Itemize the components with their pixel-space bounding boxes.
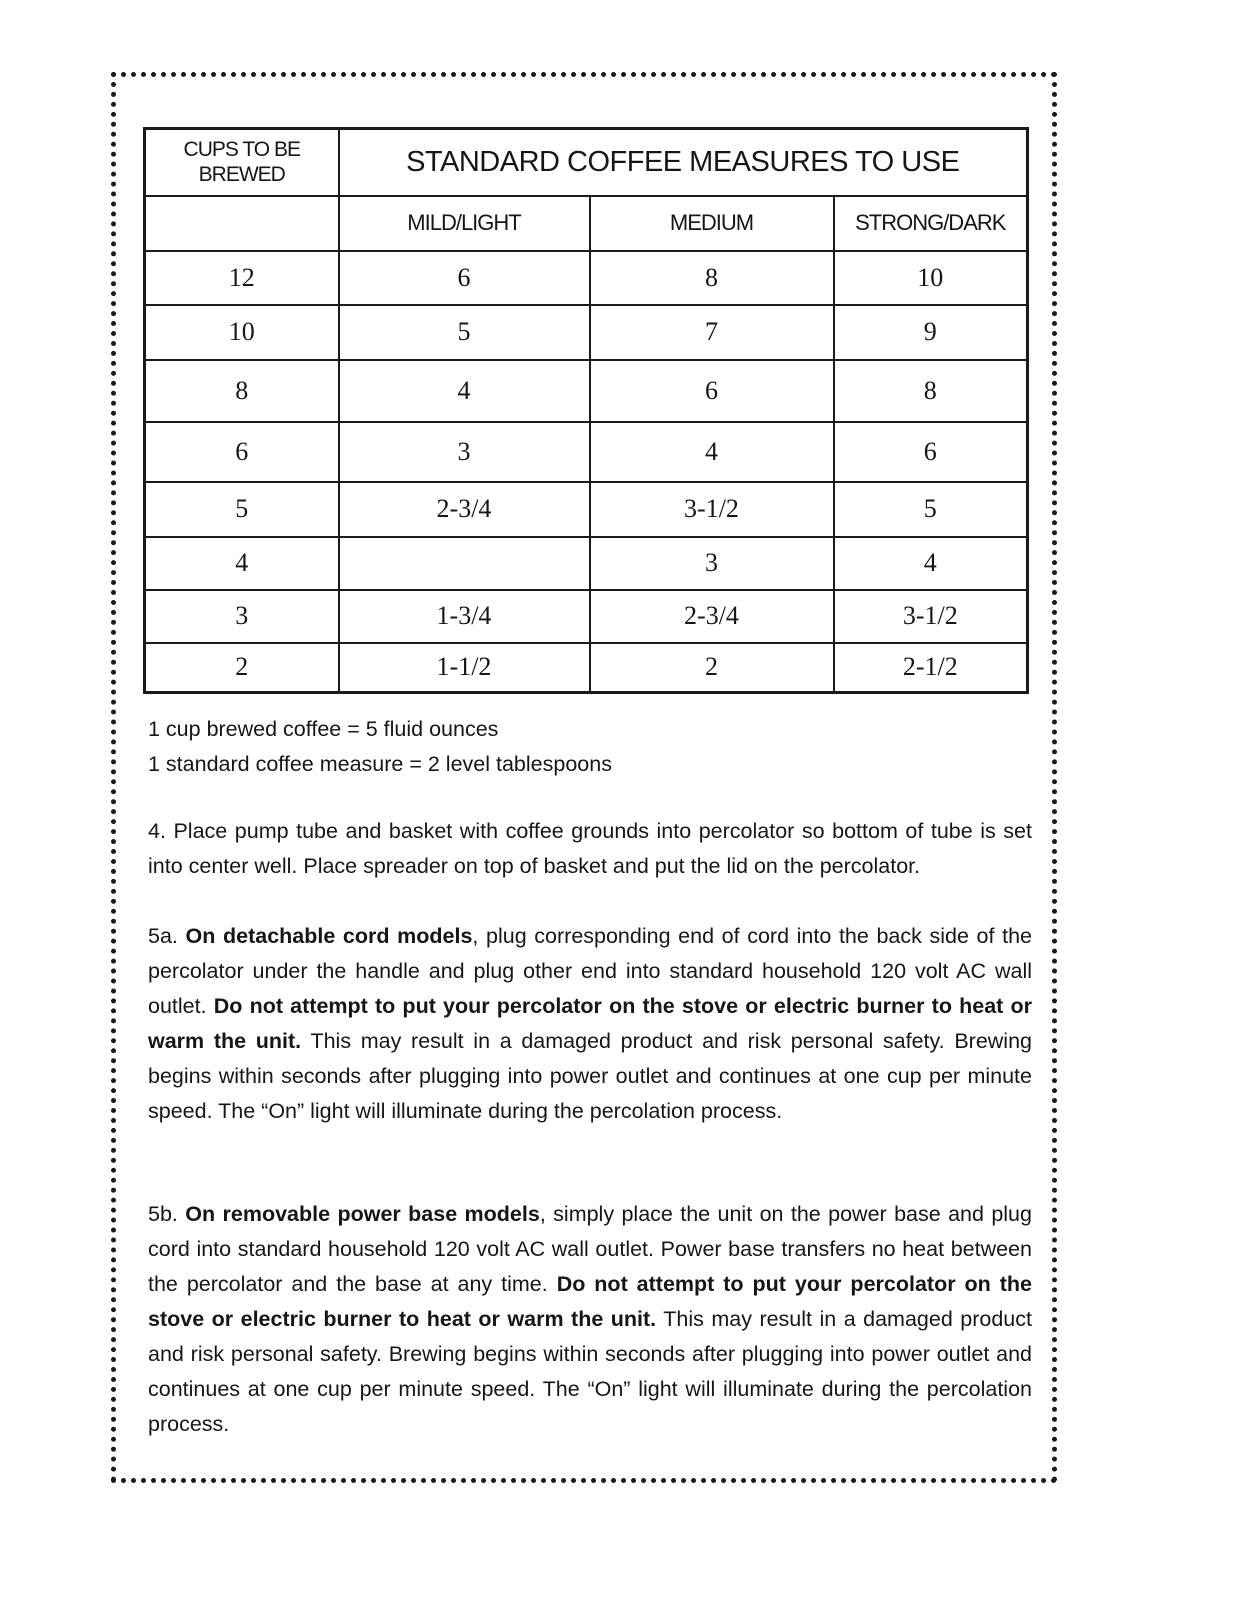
cups-cell: 3 [145,590,339,643]
table-row [145,537,1028,590]
table-row [145,422,1028,482]
table-title: STANDARD COFFEE MEASURES TO USE [339,129,1028,196]
col-header-strong: STRONG/DARK [834,196,1028,251]
cups-cell: 12 [145,251,339,305]
medium-cell: 6 [590,360,834,422]
step-5a-heading: On detachable cord models [185,924,473,948]
table-row [145,482,1028,537]
step-5a-text: , plug corresponding end of cord into the back side of the percolator under the handle and plug other end into standard household 120 volt AC wall outlet. [148,924,1032,1018]
step-5b-text-continued: This may result in a damaged product and risk personal safety. Brewing begins within seconds after plugging into power outlet and continues at one cup per minute speed. The “On” light will illuminate during the percolation process. [148,1307,1032,1436]
step-5a-prefix: 5a. [148,924,178,948]
note-measure-definition: 1 standard coffee measure = 2 level tablespoons [148,752,612,776]
mild-cell [339,537,590,590]
note-cup-definition: 1 cup brewed coffee = 5 fluid ounces [148,717,499,741]
step-5a-text-continued: This may result in a damaged product and risk personal safety. Brewing begins within seconds after plugging into power outlet and continues at one cup per minute speed. The “On” light will illuminate during the percolation process. [148,1029,1032,1123]
table-row [145,360,1028,422]
step-5a-paragraph [148,919,1032,1129]
strong-cell: 10 [834,251,1028,305]
table-row [145,590,1028,643]
step-5a-warning: Do not attempt to put your percolator on the stove or electric burner to heat or warm the unit. [148,994,1032,1053]
strong-cell: 9 [834,305,1028,360]
mild-cell: 5 [339,305,590,360]
col-header-medium: MEDIUM [590,196,834,251]
measure-notes [148,712,1038,782]
step-5b-warning: Do not attempt to put your percolator on the stove or electric burner to heat or warm the unit. [148,1272,1032,1331]
step-5b-heading: On removable power base models [185,1202,540,1226]
mild-cell: 3 [339,422,590,482]
table-row [145,643,1028,693]
strong-cell: 6 [834,422,1028,482]
step-5b-prefix: 5b. [148,1202,178,1226]
medium-cell: 7 [590,305,834,360]
cups-cell: 10 [145,305,339,360]
strong-cell: 5 [834,482,1028,537]
cups-cell: 4 [145,537,339,590]
medium-cell: 8 [590,251,834,305]
medium-cell: 2-3/4 [590,590,834,643]
strong-cell: 2-1/2 [834,643,1028,693]
cups-cell: 2 [145,643,339,693]
strong-cell: 3-1/2 [834,590,1028,643]
cups-cell: 5 [145,482,339,537]
medium-cell: 3 [590,537,834,590]
step-5b-paragraph [148,1197,1032,1442]
cups-header: CUPS TO BE BREWED [145,129,339,196]
step-5b-text: , simply place the unit on the power base and plug cord into standard household 120 volt AC wall outlet. Power base transfers no heat between the percolator and the base at any time. [148,1202,1032,1296]
cups-cell: 6 [145,422,339,482]
cups-cell: 8 [145,360,339,422]
strong-cell: 4 [834,537,1028,590]
mild-cell: 1-1/2 [339,643,590,693]
mild-cell: 4 [339,360,590,422]
mild-cell: 6 [339,251,590,305]
table-row [145,251,1028,305]
table-row [145,305,1028,360]
coffee-measures-table [143,127,1029,694]
mild-cell: 2-3/4 [339,482,590,537]
empty-header-cell [145,196,339,251]
medium-cell: 3-1/2 [590,482,834,537]
strong-cell: 8 [834,360,1028,422]
col-header-mild: MILD/LIGHT [339,196,590,251]
step-4-paragraph: 4. Place pump tube and basket with coffee grounds into percolator so bottom of tube is set into center well. Place spreader on top of basket and put the lid on the percolator. [148,819,1032,878]
medium-cell: 2 [590,643,834,693]
mild-cell: 1-3/4 [339,590,590,643]
medium-cell: 4 [590,422,834,482]
